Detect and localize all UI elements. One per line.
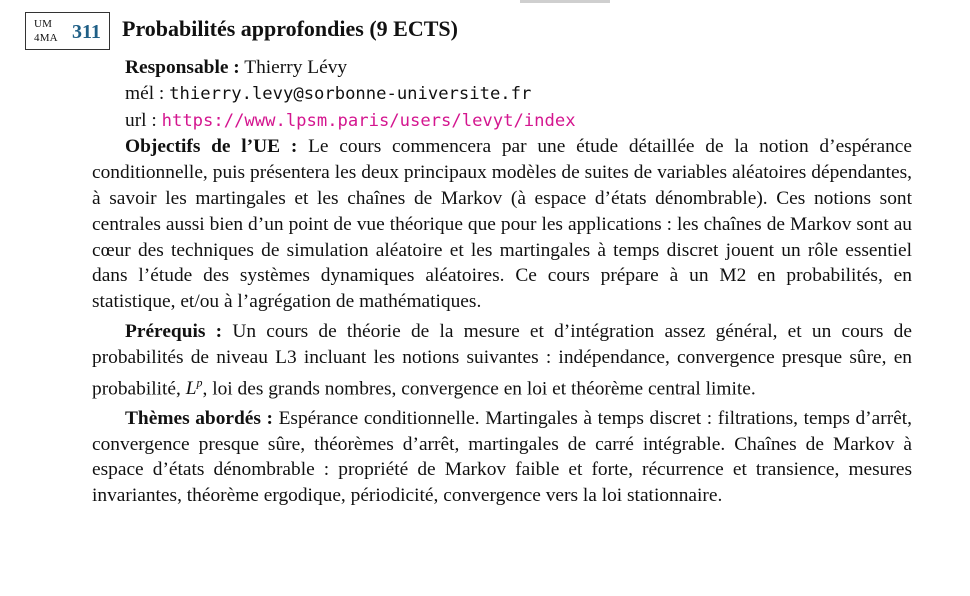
responsable-name: Thierry Lévy	[244, 57, 348, 78]
course-code-box	[25, 12, 110, 50]
previous-page-fragment	[520, 0, 610, 3]
responsable-label: Responsable :	[125, 57, 240, 78]
objectifs-paragraph	[92, 134, 912, 315]
lp-space-symbol	[185, 375, 203, 400]
lp-base: L	[185, 378, 197, 400]
course-code-prefix: UM	[34, 18, 53, 30]
url-label: url :	[125, 109, 157, 131]
course-code-number: 311	[72, 21, 101, 43]
prerequis-text-before: Un cours de théorie de la mesure et d’intégration assez général, et un cours de probabilités de niveau L3 incluant les notions suivantes : indépendance, convergence presque sûre, en probabilité,	[92, 320, 912, 400]
url-line	[92, 108, 912, 135]
course-title: Probabilités approfondies (9 ECTS)	[122, 16, 458, 41]
email-link[interactable]: thierry.levy@sorbonne-universite.fr	[169, 83, 532, 104]
course-url-link[interactable]: https://www.lpsm.paris/users/levyt/index	[161, 110, 576, 131]
lp-exponent: p	[196, 375, 203, 390]
objectifs-label: Objectifs de l’UE :	[125, 136, 298, 158]
prerequis-paragraph	[92, 319, 912, 402]
course-content	[92, 55, 912, 509]
themes-label: Thèmes abordés :	[125, 407, 273, 429]
responsable-line	[92, 55, 912, 81]
course-code-level: 4MA	[34, 32, 58, 44]
prerequis-text-after: , loi des grands nombres, convergence en loi et théorème central limite.	[202, 378, 756, 400]
themes-text: Espérance conditionnelle. Martingales à temps discret : filtrations, temps d’arrêt, convergence presque sûre, théorèmes d’arrêt, martingales de carré intégrable. Chaînes de Markov à espace d’états dénombrable : propriété de Markov faible et forte, récurrence et transience, mesures invariantes, théorème ergodique, périodicité, convergence vers la loi stationnaire.	[92, 407, 912, 507]
objectifs-text: Le cours commencera par une étude détaillée de la notion d’espérance conditionnelle, puis présentera les deux principaux modèles de suites de variables aléatoires dépendantes, à savoir les martingales et les chaînes de Markov (à espace d’états dénombrable). Ces notions sont centrales aussi bien d’un point de vue théorique que pour les applications : les chaînes de Markov sont au cœur des techniques de simulation aléatoire et les martingales à temps discret jouent un rôle essentiel dans l’étude des systèmes dynamiques aléatoires. Ce cours prépare à un M2 en probabilités, en statistique, et/ou à l’agrégation de mathématiques.	[92, 136, 912, 313]
prerequis-label: Prérequis :	[125, 320, 223, 342]
themes-paragraph	[92, 406, 912, 509]
email-label: mél :	[125, 82, 165, 104]
email-line	[92, 81, 912, 108]
